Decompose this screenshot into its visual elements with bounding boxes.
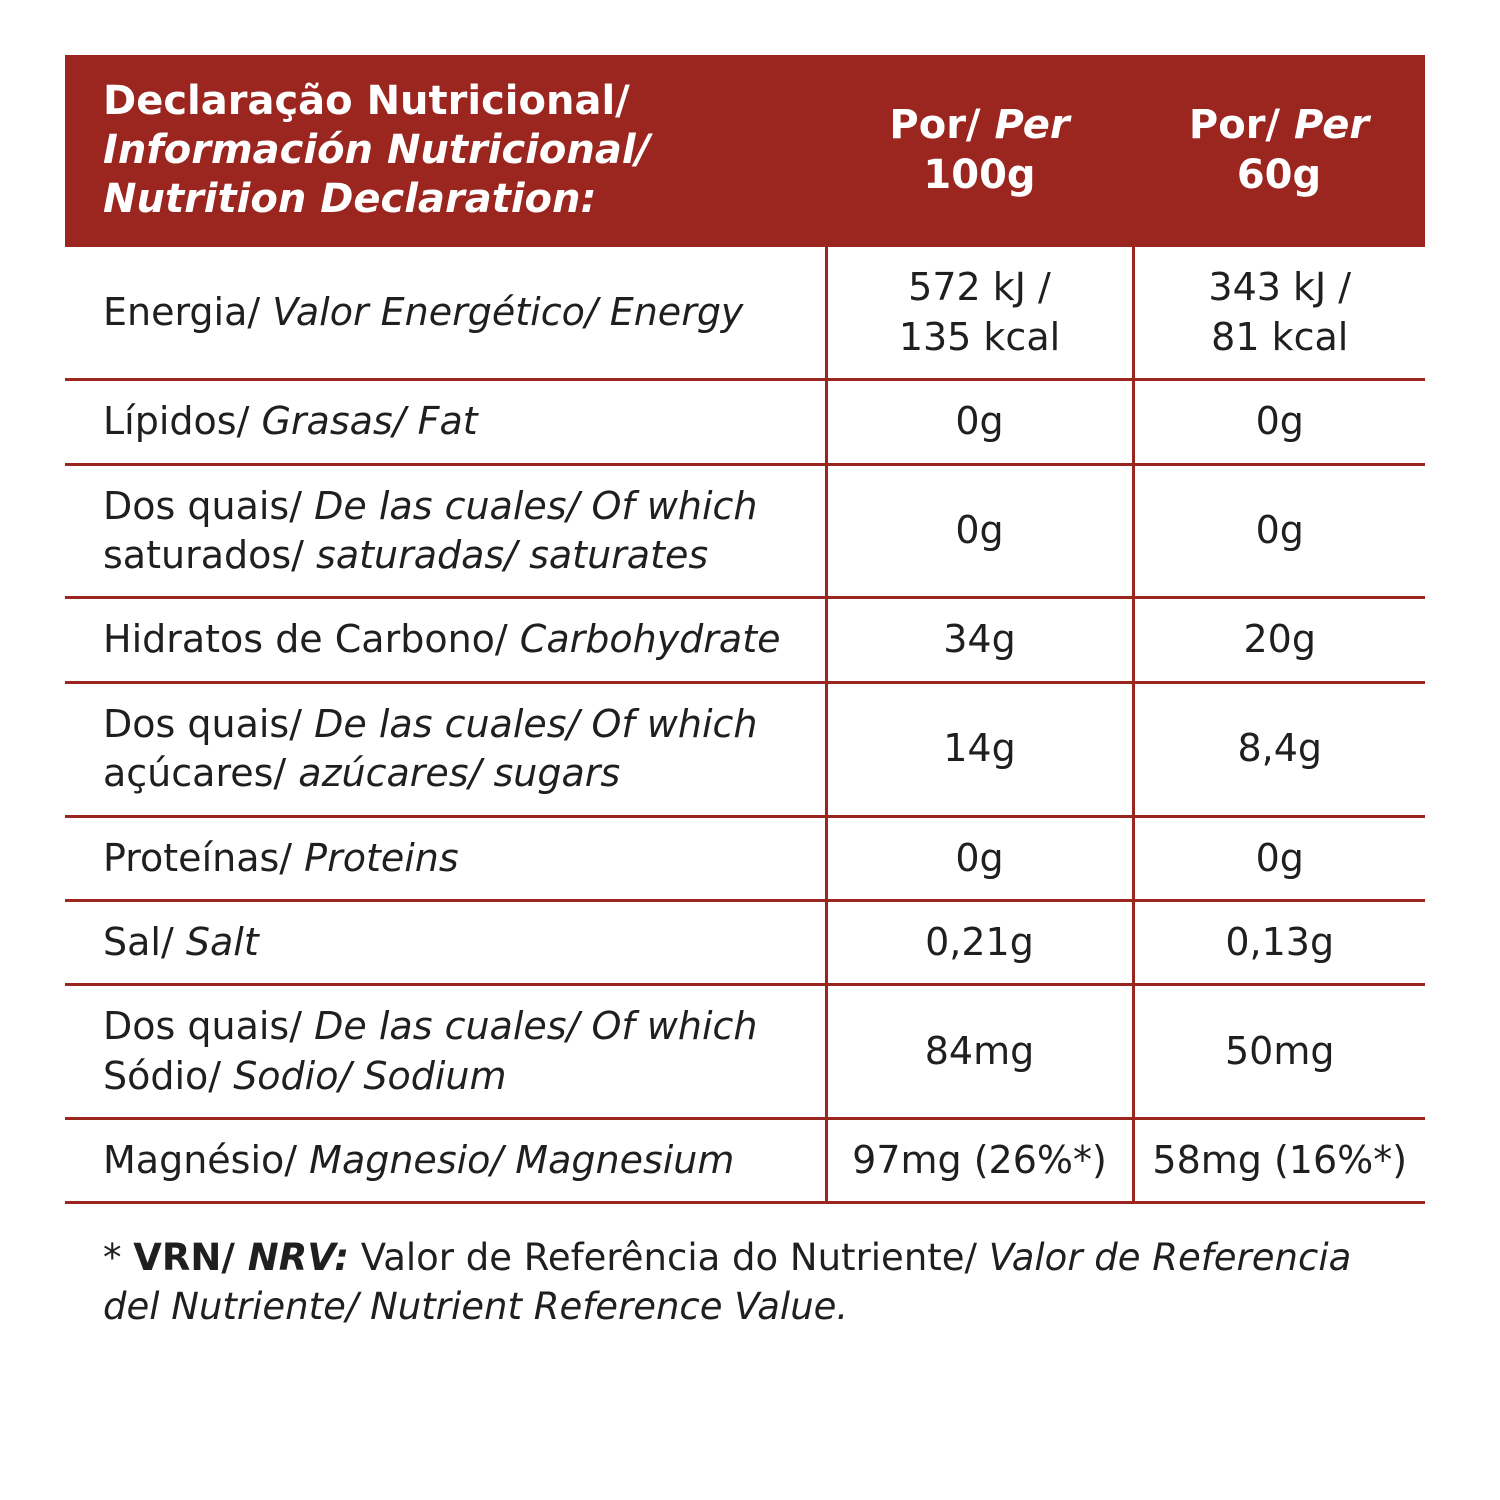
value-per-60g: 20g <box>1133 598 1425 682</box>
value-per-100g: 0g <box>826 380 1133 464</box>
footnote-text-es-en: Valor de Referencia del Nutriente/ Nutrient Reference Value. <box>103 1236 1352 1329</box>
footnote-nrv-label: NRV: <box>247 1236 349 1280</box>
header-col1-per: Por/ Per <box>889 102 1070 149</box>
value-per-60g: 58mg (16%*) <box>1133 1119 1425 1203</box>
table-row <box>65 464 1425 598</box>
header-col1-amount: 100g <box>923 152 1036 199</box>
header-label-line-es: Información Nutricional/ <box>103 126 651 173</box>
value-per-60g: 343 kJ / 81 kcal <box>1133 247 1425 379</box>
value-per-60g: 0g <box>1133 464 1425 598</box>
table-row <box>65 682 1425 816</box>
value-per-100g: 14g <box>826 682 1133 816</box>
footnote-text-pt: Valor de Referência do Nutriente/ <box>349 1236 989 1280</box>
header-col2-amount: 60g <box>1236 152 1322 199</box>
value-per-100g: 97mg (26%*) <box>826 1119 1133 1203</box>
header-label-line-en: Nutrition Declaration: <box>103 175 597 222</box>
value-per-60g: 0g <box>1133 816 1425 900</box>
nutrition-table <box>65 55 1425 1204</box>
table-row <box>65 598 1425 682</box>
nutrient-name: Lípidos/ Grasas/ Fat <box>65 380 826 464</box>
nutrient-name: Hidratos de Carbono/ Carbohydrate <box>65 598 826 682</box>
table-row <box>65 1119 1425 1203</box>
table-body <box>65 247 1425 1203</box>
header-col-per-60g <box>1133 55 1425 247</box>
nrv-footnote <box>65 1234 1425 1332</box>
header-col-per-100g <box>826 55 1133 247</box>
value-per-100g: 0g <box>826 464 1133 598</box>
footnote-asterisk: * <box>103 1236 134 1280</box>
nutrient-name: Magnésio/ Magnesio/ Magnesium <box>65 1119 826 1203</box>
table-row <box>65 985 1425 1119</box>
value-per-100g: 84mg <box>826 985 1133 1119</box>
value-per-100g: 0g <box>826 816 1133 900</box>
table-row <box>65 816 1425 900</box>
value-per-100g: 0,21g <box>826 900 1133 984</box>
table-row <box>65 247 1425 379</box>
header-label-line-pt: Declaração Nutricional/ <box>103 78 630 124</box>
table-header <box>65 55 1425 247</box>
nutrient-name: Dos quais/ De las cuales/ Of which açúcares/ azúcares/ sugars <box>65 682 826 816</box>
nutrient-name: Energia/ Valor Energético/ Energy <box>65 247 826 379</box>
value-per-60g: 8,4g <box>1133 682 1425 816</box>
header-declaration-label <box>65 55 826 247</box>
footnote-vrn-label: VRN/ <box>133 1236 248 1280</box>
value-per-100g: 34g <box>826 598 1133 682</box>
nutrient-name: Dos quais/ De las cuales/ Of which Sódio/ Sodio/ Sodium <box>65 985 826 1119</box>
value-per-100g: 572 kJ / 135 kcal <box>826 247 1133 379</box>
nutrient-name: Dos quais/ De las cuales/ Of which saturados/ saturadas/ saturates <box>65 464 826 598</box>
nutrient-name: Sal/ Salt <box>65 900 826 984</box>
table-row <box>65 900 1425 984</box>
value-per-60g: 0,13g <box>1133 900 1425 984</box>
header-row <box>65 55 1425 247</box>
nutrient-name: Proteínas/ Proteins <box>65 816 826 900</box>
table-row <box>65 380 1425 464</box>
value-per-60g: 0g <box>1133 380 1425 464</box>
header-col2-per: Por/ Per <box>1188 102 1370 149</box>
value-per-60g: 50mg <box>1133 985 1425 1119</box>
